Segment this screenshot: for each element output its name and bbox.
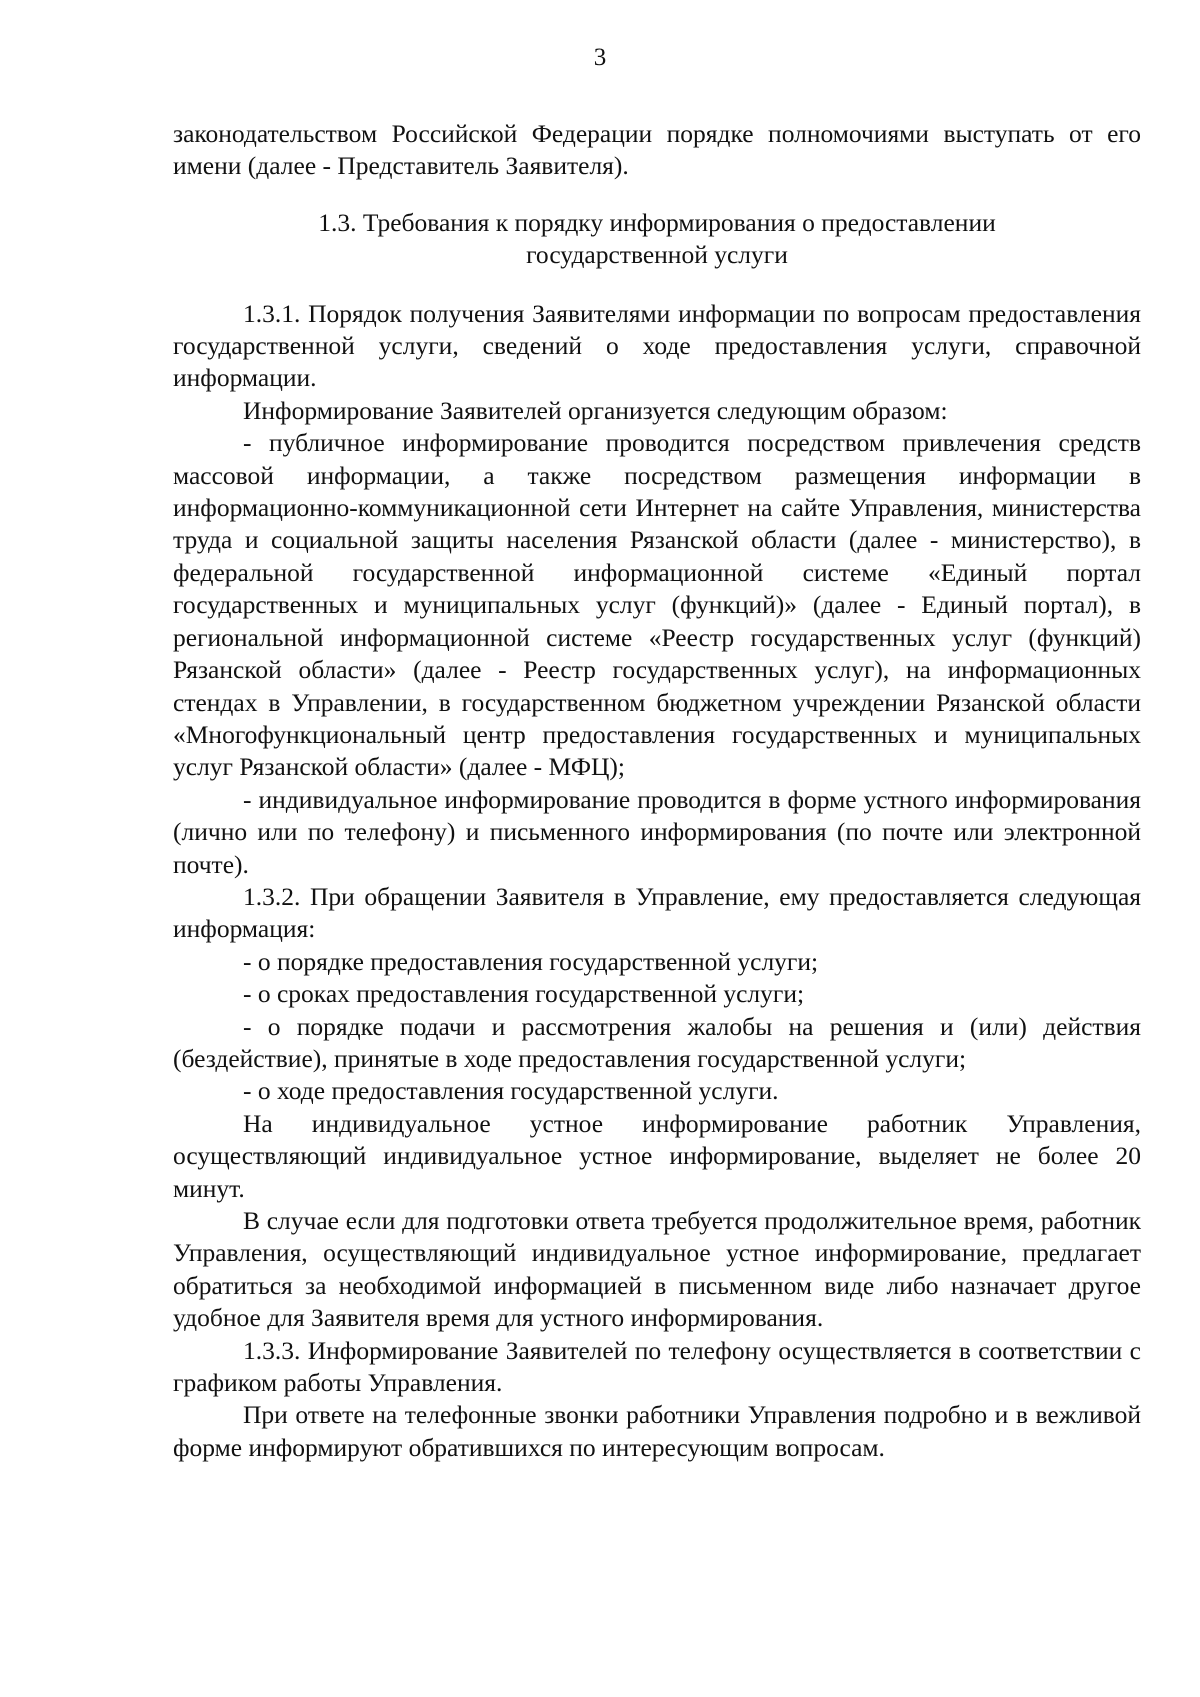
list-item-progress: - о ходе предоставления государственной услуги. xyxy=(243,1076,779,1106)
list-item-procedure: - о порядке предоставления государственной услуги; xyxy=(243,946,819,976)
section-heading: 1.3. Требования к порядку информирования о предоставлении государственной услуги xyxy=(318,207,996,270)
paragraph-continuation: законодательством Российской Федерации порядке полномочиями выступать от его имени (далее - Представитель Заявителя). xyxy=(173,119,1141,181)
list-item-terms: - о сроках предоставления государственной услуги; xyxy=(243,979,805,1009)
paragraph-phone-calls: При ответе на телефонные звонки работники Управления подробно и в вежливой форме информируют обратившихся по интересующим вопросам. xyxy=(173,1400,1141,1462)
paragraph-long-answer: В случае если для подготовки ответа требуется продолжительное время, работник Управления, осуществляющий индивидуальное устное информирование, предлагает обратиться за необходимой информацией в письменном виде либо назначает другое удобное для Заявителя время для устного информирования. xyxy=(173,1206,1141,1333)
paragraph-oral-informing-time: На индивидуальное устное информирование работник Управления, осуществляющий индивидуальное устное информирование, выделяет не более 20 минут. xyxy=(173,1108,1141,1203)
paragraph-1-3-1: 1.3.1. Порядок получения Заявителями информации по вопросам предоставления государственной услуги, сведений о ходе предоставления услуги, справочной информации. xyxy=(173,298,1141,393)
list-item-public-informing: - публичное информирование проводится посредством привлечения средств массовой информации, а также посредством размещения информации в информационно-коммуникационной сети Интернет на сайте Управления, министерства труда и социальной защиты населения Рязанской области (далее - министерство), в федеральной государственной информационной системе «Единый портал государственных и муниципальных услуг (функций)» (далее - Единый портал), в региональной информационной системе «Реестр государственных услуг (функций) Рязанской области» (далее - Реестр государственных услуг), на информационных стендах в Управлении, в государственном бюджетном учреждении Рязанской области «Многофункциональный центр предоставления государственных и муниципальных услуг Рязанской области» (далее - МФЦ); xyxy=(173,428,1141,782)
list-item-individual-informing: - индивидуальное информирование проводится в форме устного информирования (лично или по телефону) и письменного информирования (по почте или электронной почте). xyxy=(173,784,1141,879)
document-body xyxy=(173,118,1141,1464)
paragraph-informing-intro: Информирование Заявителей организуется следующим образом: xyxy=(243,395,948,425)
paragraph-1-3-3: 1.3.3. Информирование Заявителей по телефону осуществляется в соответствии с графиком работы Управления. xyxy=(173,1335,1141,1398)
paragraph-1-3-2: 1.3.2. При обращении Заявителя в Управление, ему предоставляется следующая информация: xyxy=(173,881,1141,944)
list-item-complaints: - о порядке подачи и рассмотрения жалобы на решения и (или) действия (бездействие), принятые в ходе предоставления государственной услуги; xyxy=(173,1011,1141,1073)
page-number: 3 xyxy=(593,44,607,71)
